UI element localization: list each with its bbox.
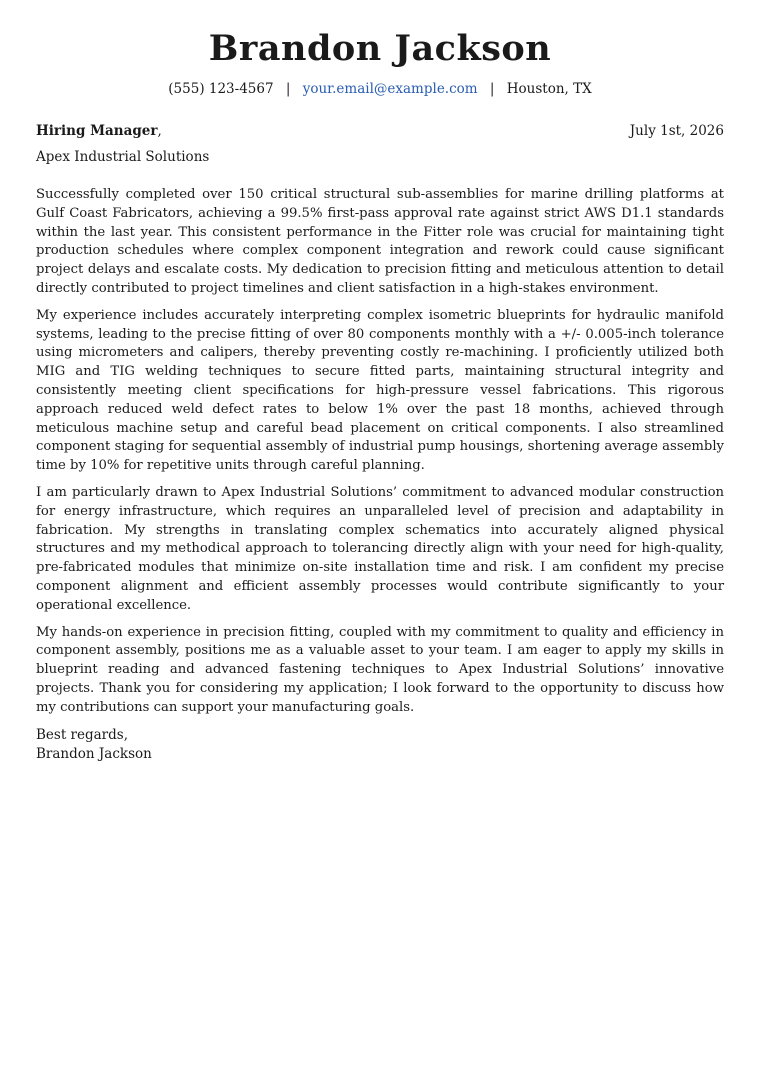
body-paragraph: My hands-on experience in precision fitting, coupled with my commitment to quality and efficiency in component assembly, positions me as a valuable asset to your team. I am eager to apply my skills in blueprint reading and advanced fastening techniques to Apex Industrial Solutions’ innovative projects. Thank you for considering my application; I look forward to the opportunity to discuss how my contributions can support your manufacturing goals. — [36, 624, 724, 715]
signature-name: Brandon Jackson — [36, 745, 152, 762]
contact-separator: | — [489, 81, 495, 97]
letter-body — [36, 186, 724, 718]
body-paragraph: My experience includes accurately interpreting complex isometric blueprints for hydraulic manifold systems, leading to the precise fitting of over 80 components monthly with a +/- 0.005-inch tolerance using micrometers and calipers, thereby preventing costly re-machining. I proficiently utilized both MIG and TIG welding techniques to secure fitted parts, maintaining structural integrity and consistently meeting client specifications for high-pressure vessel fabrications. This rigorous approach reduced weld defect rates to below 1% over the past 18 months, achieved through meticulous machine setup and careful bead placement on critical components. I also streamlined component staging for sequential assembly of industrial pump housings, shortening average assembly time by 10% for repetitive units through careful planning. — [36, 307, 724, 474]
recipient-company: Apex Industrial Solutions — [36, 149, 210, 165]
applicant-name: Brandon Jackson — [208, 28, 552, 69]
phone-number: (555) 123-4567 — [168, 81, 274, 97]
letter-closing — [36, 726, 724, 764]
location: Houston, TX — [506, 81, 592, 97]
recipient-name-suffix: , — [157, 123, 162, 139]
body-paragraph: I am particularly drawn to Apex Industrial Solutions’ commitment to advanced modular construction for energy infrastructure, which requires an unparalleled level of precision and adaptability in fabrication. My strengths in translating complex schematics into accurately aligned physical structures and my methodical approach to tolerancing directly align with your need for high-quality, pre-fabricated modules that minimize on-site installation time and risk. I am confident my precise component alignment and efficient assembly processes would contribute significantly to your operational excellence. — [36, 484, 724, 613]
recipient-name: Hiring Manager — [36, 123, 158, 139]
contact-separator: | — [285, 81, 291, 97]
recipient-date-row — [36, 122, 724, 140]
closing-salutation: Best regards, — [36, 726, 129, 743]
letter-date: July 1st, 2026 — [629, 123, 724, 139]
recipient-line — [36, 122, 162, 140]
body-paragraph: Successfully completed over 150 critical structural sub-assemblies for marine drilling platforms at Gulf Coast Fabricators, achieving a 99.5% first-pass approval rate against strict AWS D1.1 standards within the last year. This consistent performance in the Fitter role was crucial for maintaining tight production schedules where complex component integration and rework could cause significant project delays and escalate costs. My dedication to precision fitting and meticulous attention to detail directly contributed to project timelines and client satisfaction in a high-stakes environment. — [36, 187, 724, 296]
contact-line — [36, 80, 724, 98]
email-link[interactable]: your.email@example.com — [302, 81, 478, 97]
